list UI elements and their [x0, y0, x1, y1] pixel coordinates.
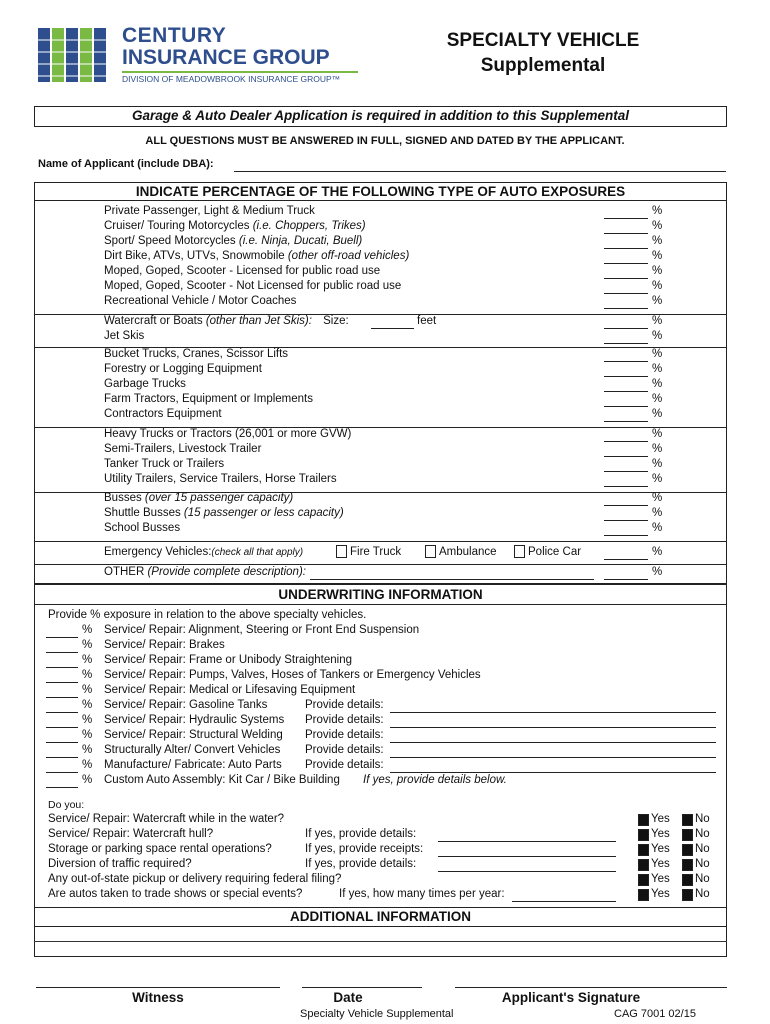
exposure-row: Busses (over 15 passenger capacity)	[104, 492, 294, 504]
logo-line-1: CENTURY	[122, 24, 227, 47]
details-field[interactable]	[390, 757, 716, 758]
underwriting-item-label: Service/ Repair: Brakes	[104, 639, 225, 651]
percent-sign: %	[652, 443, 663, 455]
footer-form-name: Specialty Vehicle Supplemental	[300, 1008, 454, 1020]
percent-sign: %	[652, 220, 663, 232]
ambulance-checkbox[interactable]	[425, 545, 436, 558]
percent-input[interactable]	[604, 278, 648, 279]
percent-sign: %	[82, 654, 93, 666]
question-followup-field[interactable]	[438, 871, 616, 872]
percent-sign: %	[82, 699, 93, 711]
percent-input[interactable]	[604, 535, 648, 536]
no-checkbox[interactable]	[682, 874, 693, 886]
exposure-percent-input[interactable]	[46, 757, 78, 758]
fire-truck-label: Fire Truck	[350, 546, 402, 558]
exposure-row: Dirt Bike, ATVs, UTVs, Snowmobile (other off-road vehicles)	[104, 250, 410, 262]
percent-sign: %	[652, 295, 663, 307]
no-checkbox[interactable]	[682, 829, 693, 841]
percent-sign: %	[652, 280, 663, 292]
additional-heading: ADDITIONAL INFORMATION	[290, 909, 471, 924]
provide-details-label: If yes, provide details below.	[363, 774, 507, 786]
provide-details-label: Provide details:	[305, 699, 384, 711]
no-label: No	[695, 813, 710, 825]
exposure-row: Bucket Trucks, Cranes, Scissor Lifts	[104, 348, 289, 360]
divider	[34, 604, 727, 605]
no-checkbox[interactable]	[682, 859, 693, 871]
divider	[34, 200, 727, 201]
percent-sign: %	[652, 566, 663, 578]
percent-input[interactable]	[604, 218, 648, 219]
percent-input[interactable]	[604, 406, 648, 407]
underwriting-item-label: Service/ Repair: Alignment, Steering or Front End Suspension	[104, 624, 420, 636]
underwriting-item-label: Service/ Repair: Frame or Unibody Straightening	[104, 654, 353, 666]
exposure-row: Tanker Truck or Trailers	[104, 458, 225, 470]
no-checkbox[interactable]	[682, 814, 693, 826]
yes-label: Yes	[651, 888, 670, 900]
divider	[34, 926, 727, 927]
emergency-vehicles-label: Emergency Vehicles:(check all that apply)	[104, 546, 304, 558]
underwriting-item-label: Service/ Repair: Gasoline Tanks	[104, 699, 268, 711]
percent-sign: %	[82, 729, 93, 741]
percent-sign: %	[652, 428, 663, 440]
exposure-percent-input[interactable]	[46, 652, 78, 653]
garage-notice: Garage & Auto Dealer Application is required in addition to this Supplemental	[131, 108, 630, 123]
underwriting-item-label: Custom Auto Assembly: Kit Car / Bike Building	[104, 774, 340, 786]
question-label: Are autos taken to trade shows or special events?	[48, 888, 303, 900]
police-car-checkbox[interactable]	[514, 545, 525, 558]
percent-input[interactable]	[604, 391, 648, 392]
yes-label: Yes	[651, 828, 670, 840]
question-followup-label: If yes, how many times per year:	[339, 888, 505, 900]
yes-label: Yes	[651, 858, 670, 870]
page-title: SPECIALTY VEHICLE	[446, 30, 640, 51]
logo-mark-icon	[38, 26, 114, 84]
exposure-row: Farm Tractors, Equipment or Implements	[104, 393, 313, 405]
exposure-row: Private Passenger, Light & Medium Truck	[104, 205, 315, 217]
question-followup-label: If yes, provide details:	[305, 858, 417, 870]
provide-details-label: Provide details:	[305, 744, 384, 756]
underwriting-item-label: Service/ Repair: Pumps, Valves, Hoses of Tankers or Emergency Vehicles	[104, 669, 481, 681]
exposure-percent-input[interactable]	[46, 697, 78, 698]
yes-checkbox[interactable]	[638, 829, 649, 841]
percent-sign: %	[652, 522, 663, 534]
question-label: Service/ Repair: Watercraft hull?	[48, 828, 214, 840]
percent-input[interactable]	[604, 361, 648, 362]
no-checkbox[interactable]	[682, 844, 693, 856]
percent-input[interactable]	[604, 293, 648, 294]
percent-sign: %	[652, 265, 663, 277]
details-field[interactable]	[390, 712, 716, 713]
percent-input[interactable]	[604, 559, 648, 560]
percent-input[interactable]	[604, 343, 648, 344]
question-followup-field[interactable]	[438, 841, 616, 842]
exposure-row: Moped, Goped, Scooter - Not Licensed for public road use	[104, 280, 402, 292]
exposures-heading: INDICATE PERCENTAGE OF THE FOLLOWING TYPE OF AUTO EXPOSURES	[135, 184, 626, 199]
yes-label: Yes	[651, 813, 670, 825]
details-field[interactable]	[390, 772, 716, 773]
percent-input[interactable]	[604, 456, 648, 457]
exposure-row: Contractors Equipment	[104, 408, 222, 420]
underwriting-item-label: Service/ Repair: Hydraulic Systems	[104, 714, 285, 726]
exposure-row-jetski: Jet Skis	[104, 330, 145, 342]
no-label: No	[695, 858, 710, 870]
yes-checkbox[interactable]	[638, 874, 649, 886]
question-label: Service/ Repair: Watercraft while in the water?	[48, 813, 285, 825]
percent-sign: %	[652, 235, 663, 247]
percent-sign: %	[652, 348, 663, 360]
percent-sign: %	[82, 714, 93, 726]
date-label: Date	[333, 990, 363, 1005]
percent-sign: %	[82, 669, 93, 681]
logo-line-3: DIVISION OF MEADOWBROOK INSURANCE GROUP™	[122, 74, 341, 84]
yes-label: Yes	[651, 873, 670, 885]
logo-line-2: INSURANCE GROUP	[122, 46, 330, 69]
question-followup-label: If yes, provide receipts:	[305, 843, 424, 855]
underwriting-item-label: Structurally Alter/ Convert Vehicles	[104, 744, 281, 756]
police-car-label: Police Car	[528, 546, 582, 558]
logo-rule	[122, 71, 358, 73]
percent-sign: %	[652, 250, 663, 262]
exposure-row: Utility Trailers, Service Trailers, Horse Trailers	[104, 473, 337, 485]
divider	[34, 541, 727, 542]
question-label: Diversion of traffic required?	[48, 858, 192, 870]
footer-form-code: CAG 7001 02/15	[614, 1008, 696, 1020]
witness-line[interactable]	[36, 987, 280, 988]
date-line[interactable]	[302, 987, 422, 988]
percent-sign: %	[652, 363, 663, 375]
exposure-percent-input[interactable]	[46, 787, 78, 788]
witness-label: Witness	[132, 990, 184, 1005]
underwriting-heading: UNDERWRITING INFORMATION	[278, 587, 483, 602]
exposure-row: Forestry or Logging Equipment	[104, 363, 262, 375]
question-label: Storage or parking space rental operations?	[48, 843, 272, 855]
signature-line[interactable]	[455, 987, 727, 988]
no-label: No	[695, 873, 710, 885]
percent-sign: %	[82, 624, 93, 636]
percent-sign: %	[652, 408, 663, 420]
percent-input[interactable]	[604, 421, 648, 422]
percent-input[interactable]	[604, 471, 648, 472]
yes-checkbox[interactable]	[638, 814, 649, 826]
exposure-row: Garbage Trucks	[104, 378, 186, 390]
question-followup-field[interactable]	[438, 856, 616, 857]
watercraft-size-field[interactable]	[371, 328, 414, 329]
no-label: No	[695, 828, 710, 840]
percent-sign: %	[82, 759, 93, 771]
percent-input[interactable]	[604, 520, 648, 521]
exposure-row: Semi-Trailers, Livestock Trailer	[104, 443, 262, 455]
percent-sign: %	[82, 744, 93, 756]
feet-label: feet	[417, 315, 437, 327]
percent-sign: %	[652, 492, 663, 504]
percent-sign: %	[652, 473, 663, 485]
exposure-row-watercraft: Watercraft or Boats (other than Jet Skis): Size:	[104, 315, 349, 327]
underwriting-item-label: Service/ Repair: Medical or Lifesaving Equipment	[104, 684, 356, 696]
fire-truck-checkbox[interactable]	[336, 545, 347, 558]
exposure-row: Sport/ Speed Motorcycles (i.e. Ninja, Ducati, Buell)	[104, 235, 363, 247]
underwriting-intro: Provide % exposure in relation to the above specialty vehicles.	[48, 609, 367, 621]
question-followup-label: If yes, provide details:	[305, 828, 417, 840]
exposure-percent-input[interactable]	[46, 682, 78, 683]
percent-sign: %	[652, 205, 663, 217]
percent-input[interactable]	[604, 486, 648, 487]
percent-input[interactable]	[604, 248, 648, 249]
provide-details-label: Provide details:	[305, 714, 384, 726]
exposure-percent-input[interactable]	[46, 637, 78, 638]
yes-checkbox[interactable]	[638, 859, 649, 871]
page-subtitle: Supplemental	[480, 55, 606, 76]
no-label: No	[695, 888, 710, 900]
yes-checkbox[interactable]	[638, 844, 649, 856]
exposure-percent-input[interactable]	[46, 727, 78, 728]
yes-label: Yes	[651, 843, 670, 855]
underwriting-item-label: Manufacture/ Fabricate: Auto Parts	[104, 759, 282, 771]
company-logo	[38, 26, 358, 86]
percent-sign: %	[652, 458, 663, 470]
percent-sign: %	[82, 639, 93, 651]
exposure-row: School Busses	[104, 522, 181, 534]
no-checkbox[interactable]	[682, 889, 693, 901]
other-label: OTHER (Provide complete description):	[104, 566, 306, 578]
percent-input[interactable]	[604, 328, 648, 329]
provide-details-label: Provide details:	[305, 759, 384, 771]
applicant-name-field[interactable]	[234, 171, 726, 172]
percent-input[interactable]	[604, 233, 648, 234]
percent-sign: %	[82, 684, 93, 696]
applicant-name-label: Name of Applicant (include DBA):	[38, 158, 214, 170]
percent-input[interactable]	[604, 263, 648, 264]
exposure-percent-input[interactable]	[46, 742, 78, 743]
details-field[interactable]	[390, 742, 716, 743]
percent-sign: %	[652, 378, 663, 390]
exposure-percent-input[interactable]	[46, 712, 78, 713]
yes-checkbox[interactable]	[638, 889, 649, 901]
ambulance-label: Ambulance	[439, 546, 497, 558]
exposure-row: Moped, Goped, Scooter - Licensed for public road use	[104, 265, 381, 277]
percent-input[interactable]	[604, 579, 648, 580]
all-questions-notice: ALL QUESTIONS MUST BE ANSWERED IN FULL, SIGNED AND DATED BY THE APPLICANT.	[145, 135, 625, 147]
exposure-percent-input[interactable]	[46, 667, 78, 668]
signature-label: Applicant's Signature	[501, 990, 641, 1005]
additional-line[interactable]	[34, 941, 727, 942]
exposure-row: Cruiser/ Touring Motorcycles (i.e. Choppers, Trikes)	[104, 220, 366, 232]
question-label: Any out-of-state pickup or delivery requiring federal filing?	[48, 873, 342, 885]
percent-sign: %	[652, 330, 663, 342]
underwriting-item-label: Service/ Repair: Structural Welding	[104, 729, 283, 741]
exposure-percent-input[interactable]	[46, 772, 78, 773]
percent-sign: %	[82, 774, 93, 786]
divider	[34, 564, 727, 565]
provide-details-label: Provide details:	[305, 729, 384, 741]
percent-sign: %	[652, 546, 663, 558]
details-field[interactable]	[390, 727, 716, 728]
percent-input[interactable]	[604, 376, 648, 377]
percent-input[interactable]	[604, 441, 648, 442]
percent-sign: %	[652, 315, 663, 327]
percent-sign: %	[652, 507, 663, 519]
exposure-row: Recreational Vehicle / Motor Coaches	[104, 295, 297, 307]
percent-input[interactable]	[604, 308, 648, 309]
exposure-row: Shuttle Busses (15 passenger or less capacity)	[104, 507, 344, 519]
do-you-label: Do you:	[48, 799, 85, 811]
exposure-row: Heavy Trucks or Tractors (26,001 or more GVW)	[104, 428, 352, 440]
question-followup-field[interactable]	[512, 901, 616, 902]
no-label: No	[695, 843, 710, 855]
other-description-field[interactable]	[310, 579, 594, 580]
percent-sign: %	[652, 393, 663, 405]
percent-input[interactable]	[604, 505, 648, 506]
